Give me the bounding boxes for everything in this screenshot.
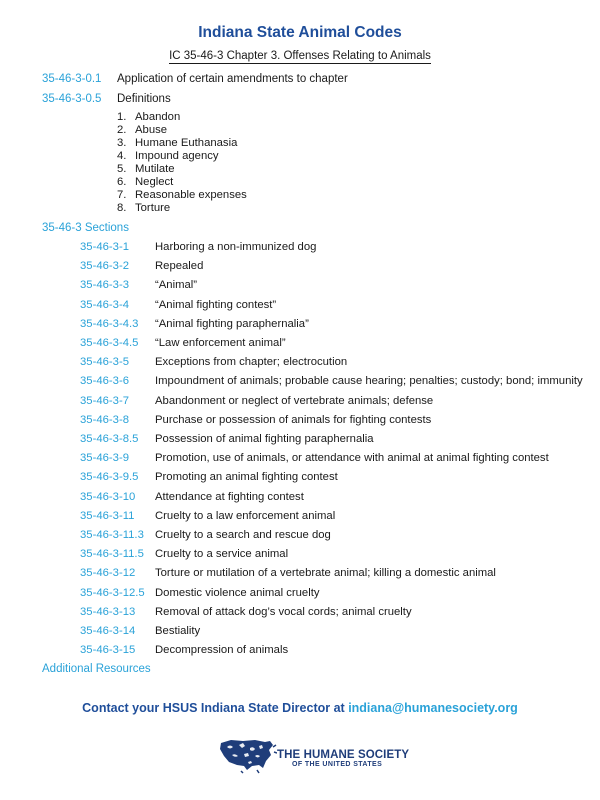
section-title: Possession of animal fighting paraphernalia xyxy=(155,433,374,445)
section-title: Bestiality xyxy=(155,625,201,637)
section-title: Decompression of animals xyxy=(155,644,289,657)
section-code-link[interactable]: 35-46-3-6 xyxy=(80,375,129,388)
section-row xyxy=(80,529,580,548)
section-title: Cruelty to a service animal xyxy=(155,548,289,561)
section-row xyxy=(80,567,580,586)
section-code-link[interactable]: 35-46-3-11.3 xyxy=(80,529,144,541)
sections-heading-link[interactable]: 35-46-3 Sections xyxy=(42,222,129,234)
section-code-link[interactable]: 35-46-3-2 xyxy=(80,260,129,273)
section-title: “Animal” xyxy=(155,279,198,292)
section-title: Domestic violence animal cruelty xyxy=(155,586,320,599)
section-code-link[interactable]: 35-46-3-4.5 xyxy=(80,337,139,349)
section-row xyxy=(80,356,580,375)
contact-prefix: Contact your HSUS Indiana State Director at xyxy=(82,701,349,715)
page-subtitle xyxy=(0,50,600,62)
section-row xyxy=(80,452,580,471)
section-title: Impoundment of animals; probable cause hearing; penalties; custody; bond; immunity xyxy=(155,375,583,388)
logo-line1: THE HUMANE SOCIETY xyxy=(277,749,410,761)
code-link-0-1[interactable]: 35-46-3-0.1 xyxy=(42,73,102,85)
section-row xyxy=(80,375,583,394)
section-title: “Animal fighting paraphernalia” xyxy=(155,317,309,330)
section-code-link[interactable]: 35-46-3-3 xyxy=(80,279,129,292)
section-code-link[interactable]: 35-46-3-12 xyxy=(80,567,136,580)
contact-email-link[interactable]: indiana@humanesociety.org xyxy=(348,701,518,715)
section-code-link[interactable]: 35-46-3-8.5 xyxy=(80,433,139,445)
additional-resources-link[interactable]: Additional Resources xyxy=(42,663,151,675)
logo-line2: OF THE UNITED STATES xyxy=(292,761,383,768)
section-code-link[interactable]: 35-46-3-4 xyxy=(80,298,129,311)
definition-item: 7. Reasonable expenses xyxy=(117,189,247,201)
section-row xyxy=(80,433,580,452)
section-row xyxy=(80,471,580,490)
subtitle-text: IC 35-46-3 Chapter 3. Offenses Relating to Animals xyxy=(169,50,431,62)
section-row xyxy=(80,491,580,510)
section-row xyxy=(80,299,580,318)
section-title: Promoting an animal fighting contest xyxy=(155,471,338,484)
section-title: Purchase or possession of animals for fighting contests xyxy=(155,413,432,426)
section-title: “Animal fighting contest” xyxy=(155,298,277,311)
section-code-link[interactable]: 35-46-3-8 xyxy=(80,413,129,426)
code-link-0-5[interactable]: 35-46-3-0.5 xyxy=(42,93,102,105)
section-row xyxy=(80,279,580,298)
section-title: Cruelty to a search and rescue dog xyxy=(155,529,331,541)
section-row xyxy=(80,241,580,260)
section-row xyxy=(80,318,580,337)
section-code-link[interactable]: 35-46-3-11.5 xyxy=(80,548,144,561)
section-code-link[interactable]: 35-46-3-13 xyxy=(80,605,136,618)
section-title: Torture or mutilation of a vertebrate animal; killing a domestic animal xyxy=(155,567,496,580)
section-code-link[interactable]: 35-46-3-4.3 xyxy=(80,317,139,330)
section-row xyxy=(80,548,580,567)
section-row xyxy=(80,625,580,644)
definition-item: 8. Torture xyxy=(117,202,171,214)
definition-item: 1. Abandon xyxy=(117,111,181,123)
section-title: Abandonment or neglect of vertebrate animals; defense xyxy=(155,394,434,407)
section-row xyxy=(80,414,580,433)
section-code-link[interactable]: 35-46-3-14 xyxy=(80,625,136,637)
us-map-animals-icon xyxy=(217,735,277,775)
definition-item: 4. Impound agency xyxy=(117,150,219,162)
hsus-logo xyxy=(217,735,410,780)
section-row xyxy=(80,587,580,606)
definition-item: 3. Humane Euthanasia xyxy=(117,137,238,149)
section-title: “Law enforcement animal” xyxy=(155,337,286,349)
top-item-text: Definitions xyxy=(117,93,171,105)
section-code-link[interactable]: 35-46-3-7 xyxy=(80,394,129,407)
section-code-link[interactable]: 35-46-3-12.5 xyxy=(80,586,145,599)
section-row xyxy=(80,337,580,356)
section-row xyxy=(80,260,580,279)
section-title: Promotion, use of animals, or attendance with animal at animal fighting contest xyxy=(155,452,549,465)
definition-item: 5. Mutilate xyxy=(117,163,175,175)
section-code-link[interactable]: 35-46-3-9.5 xyxy=(80,471,139,484)
top-item-text: Application of certain amendments to chapter xyxy=(117,73,348,85)
section-code-link[interactable]: 35-46-3-1 xyxy=(80,241,129,253)
section-title: Harboring a non-immunized dog xyxy=(155,241,317,253)
section-row xyxy=(80,510,580,529)
section-title: Repealed xyxy=(155,260,204,273)
definition-item: 2. Abuse xyxy=(117,124,168,136)
contact-line xyxy=(0,701,600,715)
page-title: Indiana State Animal Codes xyxy=(198,24,402,41)
section-code-link[interactable]: 35-46-3-9 xyxy=(80,452,129,465)
section-code-link[interactable]: 35-46-3-15 xyxy=(80,644,136,657)
section-title: Exceptions from chapter; electrocution xyxy=(155,356,348,369)
section-code-link[interactable]: 35-46-3-11 xyxy=(80,509,135,522)
definitions-list xyxy=(117,111,247,215)
section-code-link[interactable]: 35-46-3-5 xyxy=(80,356,129,369)
definition-item: 6. Neglect xyxy=(117,176,174,188)
section-title: Attendance at fighting contest xyxy=(155,490,304,503)
section-title: Cruelty to a law enforcement animal xyxy=(155,509,336,522)
logo-text xyxy=(277,749,409,768)
section-row xyxy=(80,395,580,414)
section-row xyxy=(80,644,580,663)
section-row xyxy=(80,606,580,625)
section-code-link[interactable]: 35-46-3-10 xyxy=(80,490,136,503)
section-title: Removal of attack dog’s vocal cords; animal cruelty xyxy=(155,605,412,618)
